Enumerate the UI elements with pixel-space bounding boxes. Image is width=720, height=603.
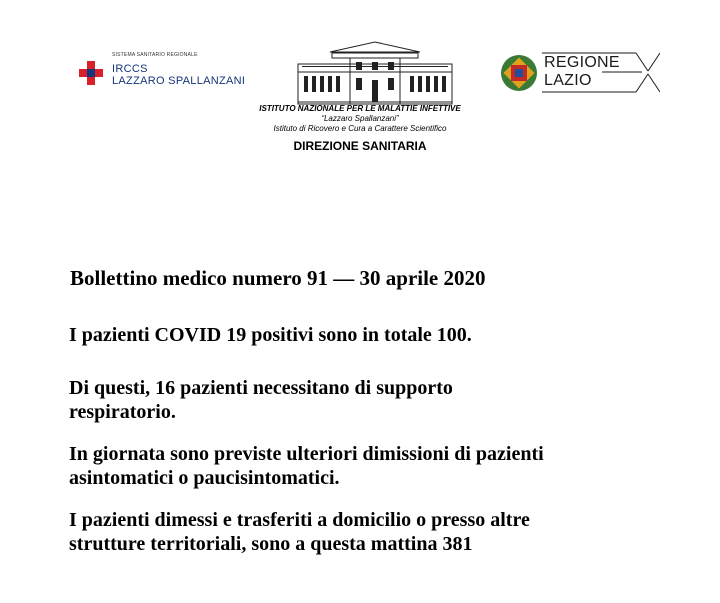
paragraph-discharges <box>69 442 544 490</box>
institute-name: “Lazzaro Spallanzani” <box>321 114 399 123</box>
paragraph-line: strutture territoriali, sono a questa mattina 381 <box>69 533 473 555</box>
institute-building-icon <box>290 40 460 108</box>
institute-subtitle: Istituto di Ricovero e Cura a Carattere Scientifico <box>273 124 447 133</box>
regione-line1: REGIONE <box>544 54 620 71</box>
regione-lazio-logo <box>500 52 660 94</box>
institute-title: ISTITUTO NAZIONALE PER LE MALATTIE INFETTIVE <box>259 104 461 113</box>
paragraph-line: In giornata sono previste ulteriori dimissioni di pazienti <box>69 443 544 465</box>
system-label: SISTEMA SANITARIO REGIONALE <box>112 52 198 58</box>
regione-lazio-emblem-icon <box>500 54 538 92</box>
paragraph-line: asintomatici o paucisintomatici. <box>69 467 340 489</box>
paragraph-line: Di questi, 16 pazienti necessitano di supporto <box>69 377 453 399</box>
department-title: DIREZIONE SANITARIA <box>293 139 427 153</box>
paragraph-line: I pazienti COVID 19 positivi sono in totale 100. <box>69 324 472 346</box>
paragraph-discharged-total <box>69 508 530 556</box>
institute-heading <box>210 104 510 154</box>
paragraph-total-patients <box>69 323 472 347</box>
irccs-spallanzani-logo <box>78 52 258 97</box>
regione-line2: LAZIO <box>544 72 592 89</box>
red-cross-icon <box>78 60 104 86</box>
logo-name-line1: IRCCS <box>112 63 148 75</box>
paragraph-line: respiratorio. <box>69 401 176 423</box>
logo-name-line2: LAZZARO SPALLANZANI <box>112 75 246 87</box>
paragraph-respiratory-support <box>69 376 453 424</box>
bulletin-title: Bollettino medico numero 91 — 30 aprile 2020 <box>70 266 486 290</box>
paragraph-line: I pazienti dimessi e trasferiti a domicilio o presso altre <box>69 509 530 531</box>
